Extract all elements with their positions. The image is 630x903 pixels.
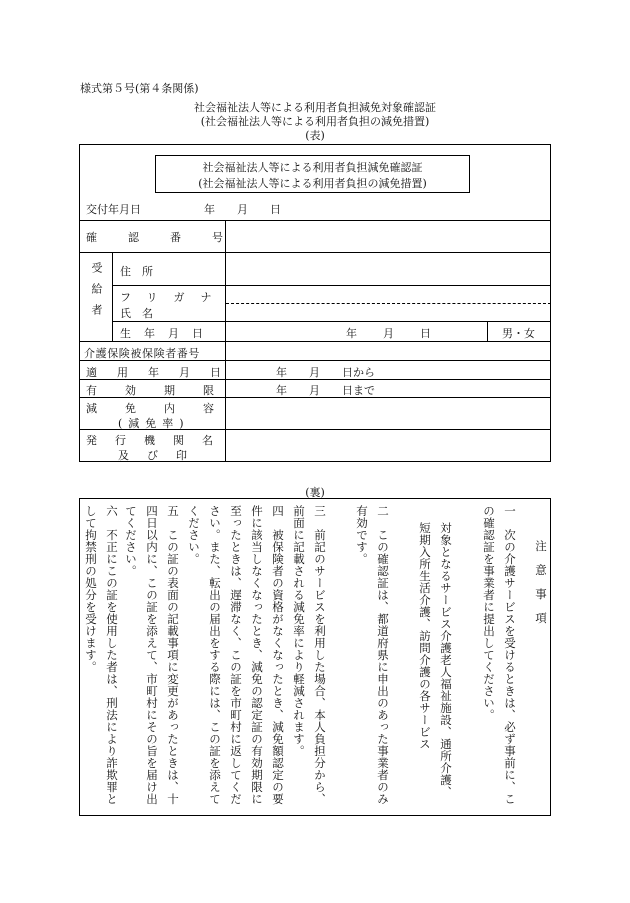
valid-period-label: 有効期限 bbox=[86, 384, 242, 397]
issuer-label: 発行機関名 bbox=[86, 434, 231, 447]
note-3: 三 前記のサービスを利用した場合、本人負担分から、前面に記載される減免率により軽減されます。 bbox=[292, 505, 327, 805]
valid-period-value: 年 月 日まで bbox=[276, 384, 375, 397]
issue-date-label: 交付年月日 bbox=[86, 203, 141, 216]
recipient-label: 受給者 bbox=[90, 262, 103, 325]
reduction-rate-label: (減免率) bbox=[118, 417, 190, 430]
note-4: 四 被保険者の資格がなくなったとき、減免額認定の要件に該当しなくなったとき、減免の認定証の有効期限に至ったときは、遅滞なく、この証を市町村に返してください。また、転出の届出をする際には、この証を添えてください。 bbox=[187, 505, 285, 805]
note-2: 二 この確認証は、都道府県に申出のあった事業者のみ有効です。 bbox=[355, 505, 390, 805]
issue-date-month: 月 bbox=[237, 203, 248, 216]
birth-year: 年 bbox=[346, 327, 357, 340]
note-6: 六 不正にこの証を使用した者は、刑法により詐欺罪として拘禁刑の処分を受けます。 bbox=[84, 505, 119, 805]
confirmation-number-label: 確 認 番 号 bbox=[86, 231, 233, 244]
note-5: 五 この証の表面の記載事項に変更があったときは、十四日以内に、この証を添えて、市町村にその旨を届け出てください。 bbox=[124, 505, 180, 805]
insured-number-label: 介護保険被保険者番号 bbox=[84, 347, 200, 360]
applicable-date-label: 適用年月日 bbox=[86, 366, 241, 379]
reduction-label: 減免内容 bbox=[86, 402, 242, 415]
document-subtitle: (社会福祉法人等による利用者負担の減免措置) bbox=[200, 115, 430, 128]
issue-date-day: 日 bbox=[270, 203, 281, 216]
address-label: 住 所 bbox=[120, 265, 153, 278]
front-label: (表) bbox=[305, 129, 325, 142]
furigana-label: フリガナ bbox=[120, 291, 228, 304]
note-1a: 一 次の介護サービスを受けるときは、必ず事前に、この確認証を事業者に提出してください。 bbox=[482, 505, 517, 805]
notes-title: 注 意 事 項 bbox=[534, 540, 548, 624]
birth-label: 生年月日 bbox=[120, 327, 216, 340]
birth-day: 日 bbox=[420, 327, 431, 340]
gender-field: 男・女 bbox=[502, 327, 535, 340]
form-number: 様式第５号(第４条関係) bbox=[80, 82, 199, 95]
issue-date-year: 年 bbox=[204, 203, 215, 216]
card-subtitle: (社会福祉法人等による利用者負担の減免措置) bbox=[198, 177, 427, 190]
note-1b: 対象となるサービス介護老人福祉施設、通所介護、短期入所生活介護、訪問介護の各サービス bbox=[418, 522, 453, 798]
document-title: 社会福祉法人等による利用者負担減免対象確認証 bbox=[194, 101, 436, 114]
birth-month: 月 bbox=[383, 327, 394, 340]
issuer-seal-label: 及び印 bbox=[118, 449, 205, 462]
card-title: 社会福祉法人等による利用者負担減免確認証 bbox=[202, 161, 423, 174]
applicable-date-value: 年 月 日から bbox=[276, 366, 375, 379]
name-label: 氏 名 bbox=[120, 307, 153, 320]
back-label: (裏) bbox=[305, 486, 325, 499]
